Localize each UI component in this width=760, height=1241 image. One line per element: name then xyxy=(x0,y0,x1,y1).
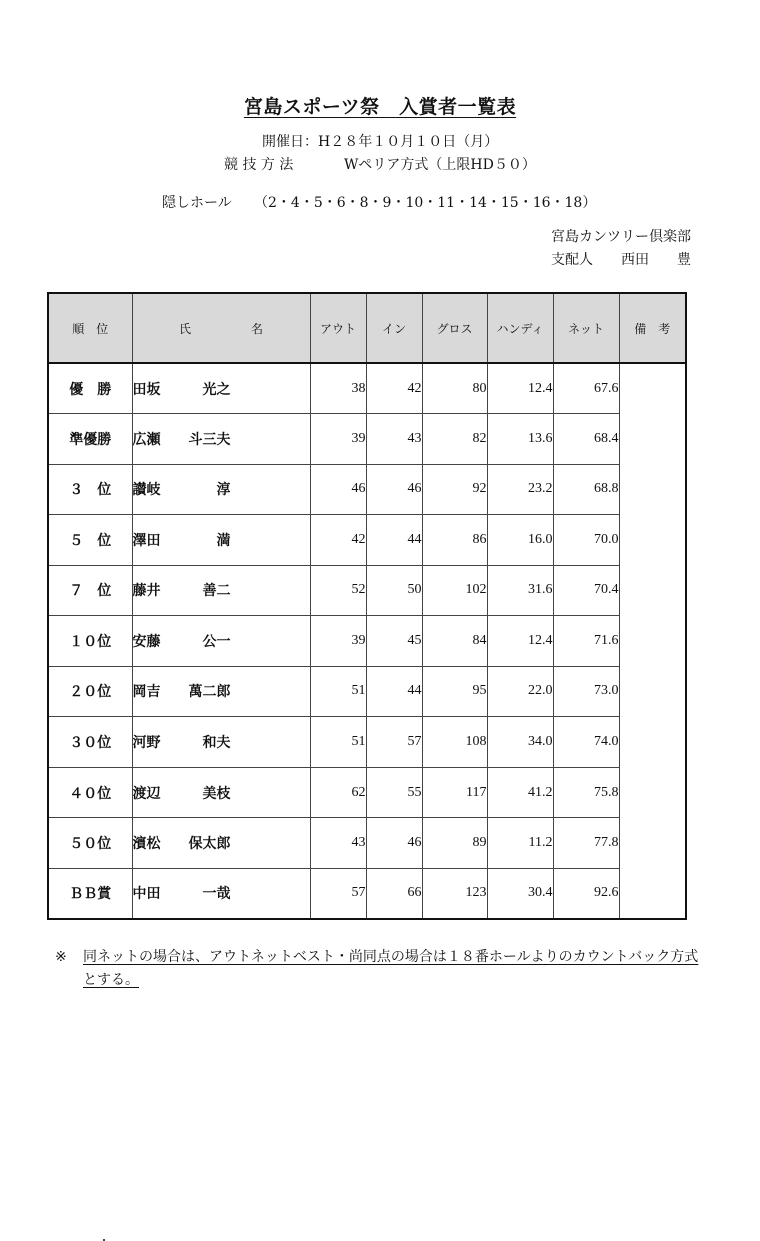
name-cell: 広瀬 斗三夫 xyxy=(132,414,310,465)
net-cell: 70.4 xyxy=(553,565,619,616)
in-cell: 44 xyxy=(366,666,422,717)
handicap-cell: 22.0 xyxy=(487,666,553,717)
net-cell: 73.0 xyxy=(553,666,619,717)
net-cell: 68.4 xyxy=(553,414,619,465)
out-cell: 57 xyxy=(310,868,366,919)
gross-cell: 84 xyxy=(422,616,487,667)
out-cell: 46 xyxy=(310,464,366,515)
in-cell: 45 xyxy=(366,616,422,667)
table-row xyxy=(48,616,686,667)
gross-cell: 80 xyxy=(422,363,487,414)
rank-cell: ３ 位 xyxy=(48,464,132,515)
in-cell: 55 xyxy=(366,767,422,818)
method-label: 競 技 方 法 xyxy=(224,157,294,173)
name-cell: 岡吉 萬二郎 xyxy=(132,666,310,717)
table-row xyxy=(48,565,686,616)
name-cell: 河野 和夫 xyxy=(132,717,310,768)
table-header-row xyxy=(48,293,686,363)
hidden-holes-value: （2・4・5・6・8・9・10・11・14・15・16・18） xyxy=(254,195,597,211)
handicap-cell: 34.0 xyxy=(487,717,553,768)
net-cell: 92.6 xyxy=(553,868,619,919)
gross-cell: 117 xyxy=(422,767,487,818)
rank-cell: ＢＢ賞 xyxy=(48,868,132,919)
in-cell: 46 xyxy=(366,464,422,515)
rank-cell: ７ 位 xyxy=(48,565,132,616)
gross-cell: 102 xyxy=(422,565,487,616)
net-cell: 67.6 xyxy=(553,363,619,414)
handicap-cell: 16.0 xyxy=(487,515,553,566)
organizer-manager: 支配人 西田 豊 xyxy=(551,252,691,268)
in-cell: 43 xyxy=(366,414,422,465)
in-cell: 66 xyxy=(366,868,422,919)
rank-cell: 優 勝 xyxy=(48,363,132,414)
table-row xyxy=(48,414,686,465)
hidden-holes-label: 隠しホール xyxy=(162,195,232,211)
in-cell: 46 xyxy=(366,818,422,869)
rank-cell: ５０位 xyxy=(48,818,132,869)
table-row xyxy=(48,767,686,818)
name-cell: 濱松 保太郎 xyxy=(132,818,310,869)
out-cell: 42 xyxy=(310,515,366,566)
name-cell: 澤田 満 xyxy=(132,515,310,566)
out-cell: 43 xyxy=(310,818,366,869)
rank-cell: １０位 xyxy=(48,616,132,667)
header-handicap: ハンディ xyxy=(487,293,553,363)
handicap-cell: 23.2 xyxy=(487,464,553,515)
name-cell: 田坂 光之 xyxy=(132,363,310,414)
header-in: イン xyxy=(366,293,422,363)
header-gross: グロス xyxy=(422,293,487,363)
rank-cell: ３０位 xyxy=(48,717,132,768)
name-cell: 藤井 善二 xyxy=(132,565,310,616)
event-date: 開催日：H２８年１０月１０日（月） xyxy=(262,134,499,150)
out-cell: 52 xyxy=(310,565,366,616)
handicap-cell: 30.4 xyxy=(487,868,553,919)
table-row xyxy=(48,515,686,566)
handicap-cell: 31.6 xyxy=(487,565,553,616)
handicap-cell: 41.2 xyxy=(487,767,553,818)
out-cell: 39 xyxy=(310,414,366,465)
table-row xyxy=(48,717,686,768)
header-out: アウト xyxy=(310,293,366,363)
net-cell: 74.0 xyxy=(553,717,619,768)
gross-cell: 123 xyxy=(422,868,487,919)
out-cell: 51 xyxy=(310,717,366,768)
header-name: 氏 名 xyxy=(132,293,310,363)
in-cell: 57 xyxy=(366,717,422,768)
in-cell: 42 xyxy=(366,363,422,414)
name-cell: 渡辺 美枝 xyxy=(132,767,310,818)
gross-cell: 108 xyxy=(422,717,487,768)
in-cell: 44 xyxy=(366,515,422,566)
table-row xyxy=(48,666,686,717)
gross-cell: 86 xyxy=(422,515,487,566)
header-rank: 順 位 xyxy=(48,293,132,363)
out-cell: 62 xyxy=(310,767,366,818)
net-cell: 71.6 xyxy=(553,616,619,667)
net-cell: 77.8 xyxy=(553,818,619,869)
footnote-text: 同ネットの場合は、アウトネットベスト・尚同点の場合は１８番ホールよりのカウントバック方式とする。 xyxy=(83,949,699,988)
rank-cell: ５ 位 xyxy=(48,515,132,566)
name-cell: 讃岐 淳 xyxy=(132,464,310,515)
net-cell: 70.0 xyxy=(553,515,619,566)
gross-cell: 95 xyxy=(422,666,487,717)
net-cell: 75.8 xyxy=(553,767,619,818)
rank-cell: ４０位 xyxy=(48,767,132,818)
gross-cell: 89 xyxy=(422,818,487,869)
table-row xyxy=(48,464,686,515)
results-table xyxy=(47,292,687,920)
header-remarks: 備 考 xyxy=(619,293,686,363)
table-row xyxy=(48,868,686,919)
table-row xyxy=(48,818,686,869)
net-cell: 68.8 xyxy=(553,464,619,515)
header-net: ネット xyxy=(553,293,619,363)
out-cell: 38 xyxy=(310,363,366,414)
handicap-cell: 12.4 xyxy=(487,616,553,667)
gross-cell: 92 xyxy=(422,464,487,515)
out-cell: 51 xyxy=(310,666,366,717)
gross-cell: 82 xyxy=(422,414,487,465)
handicap-cell: 12.4 xyxy=(487,363,553,414)
name-cell: 中田 一哉 xyxy=(132,868,310,919)
table-row xyxy=(48,363,686,414)
name-cell: 安藤 公一 xyxy=(132,616,310,667)
handicap-cell: 13.6 xyxy=(487,414,553,465)
out-cell: 39 xyxy=(310,616,366,667)
page-title: 宮島スポーツ祭 入賞者一覧表 xyxy=(243,96,517,118)
organizer-club: 宮島カンツリー倶楽部 xyxy=(551,229,691,245)
method-value: Wペリア方式（上限HD５０） xyxy=(344,157,536,173)
rank-cell: 準優勝 xyxy=(48,414,132,465)
handicap-cell: 11.2 xyxy=(487,818,553,869)
in-cell: 50 xyxy=(366,565,422,616)
footnote-mark: ※ xyxy=(55,949,67,965)
rank-cell: ２０位 xyxy=(48,666,132,717)
